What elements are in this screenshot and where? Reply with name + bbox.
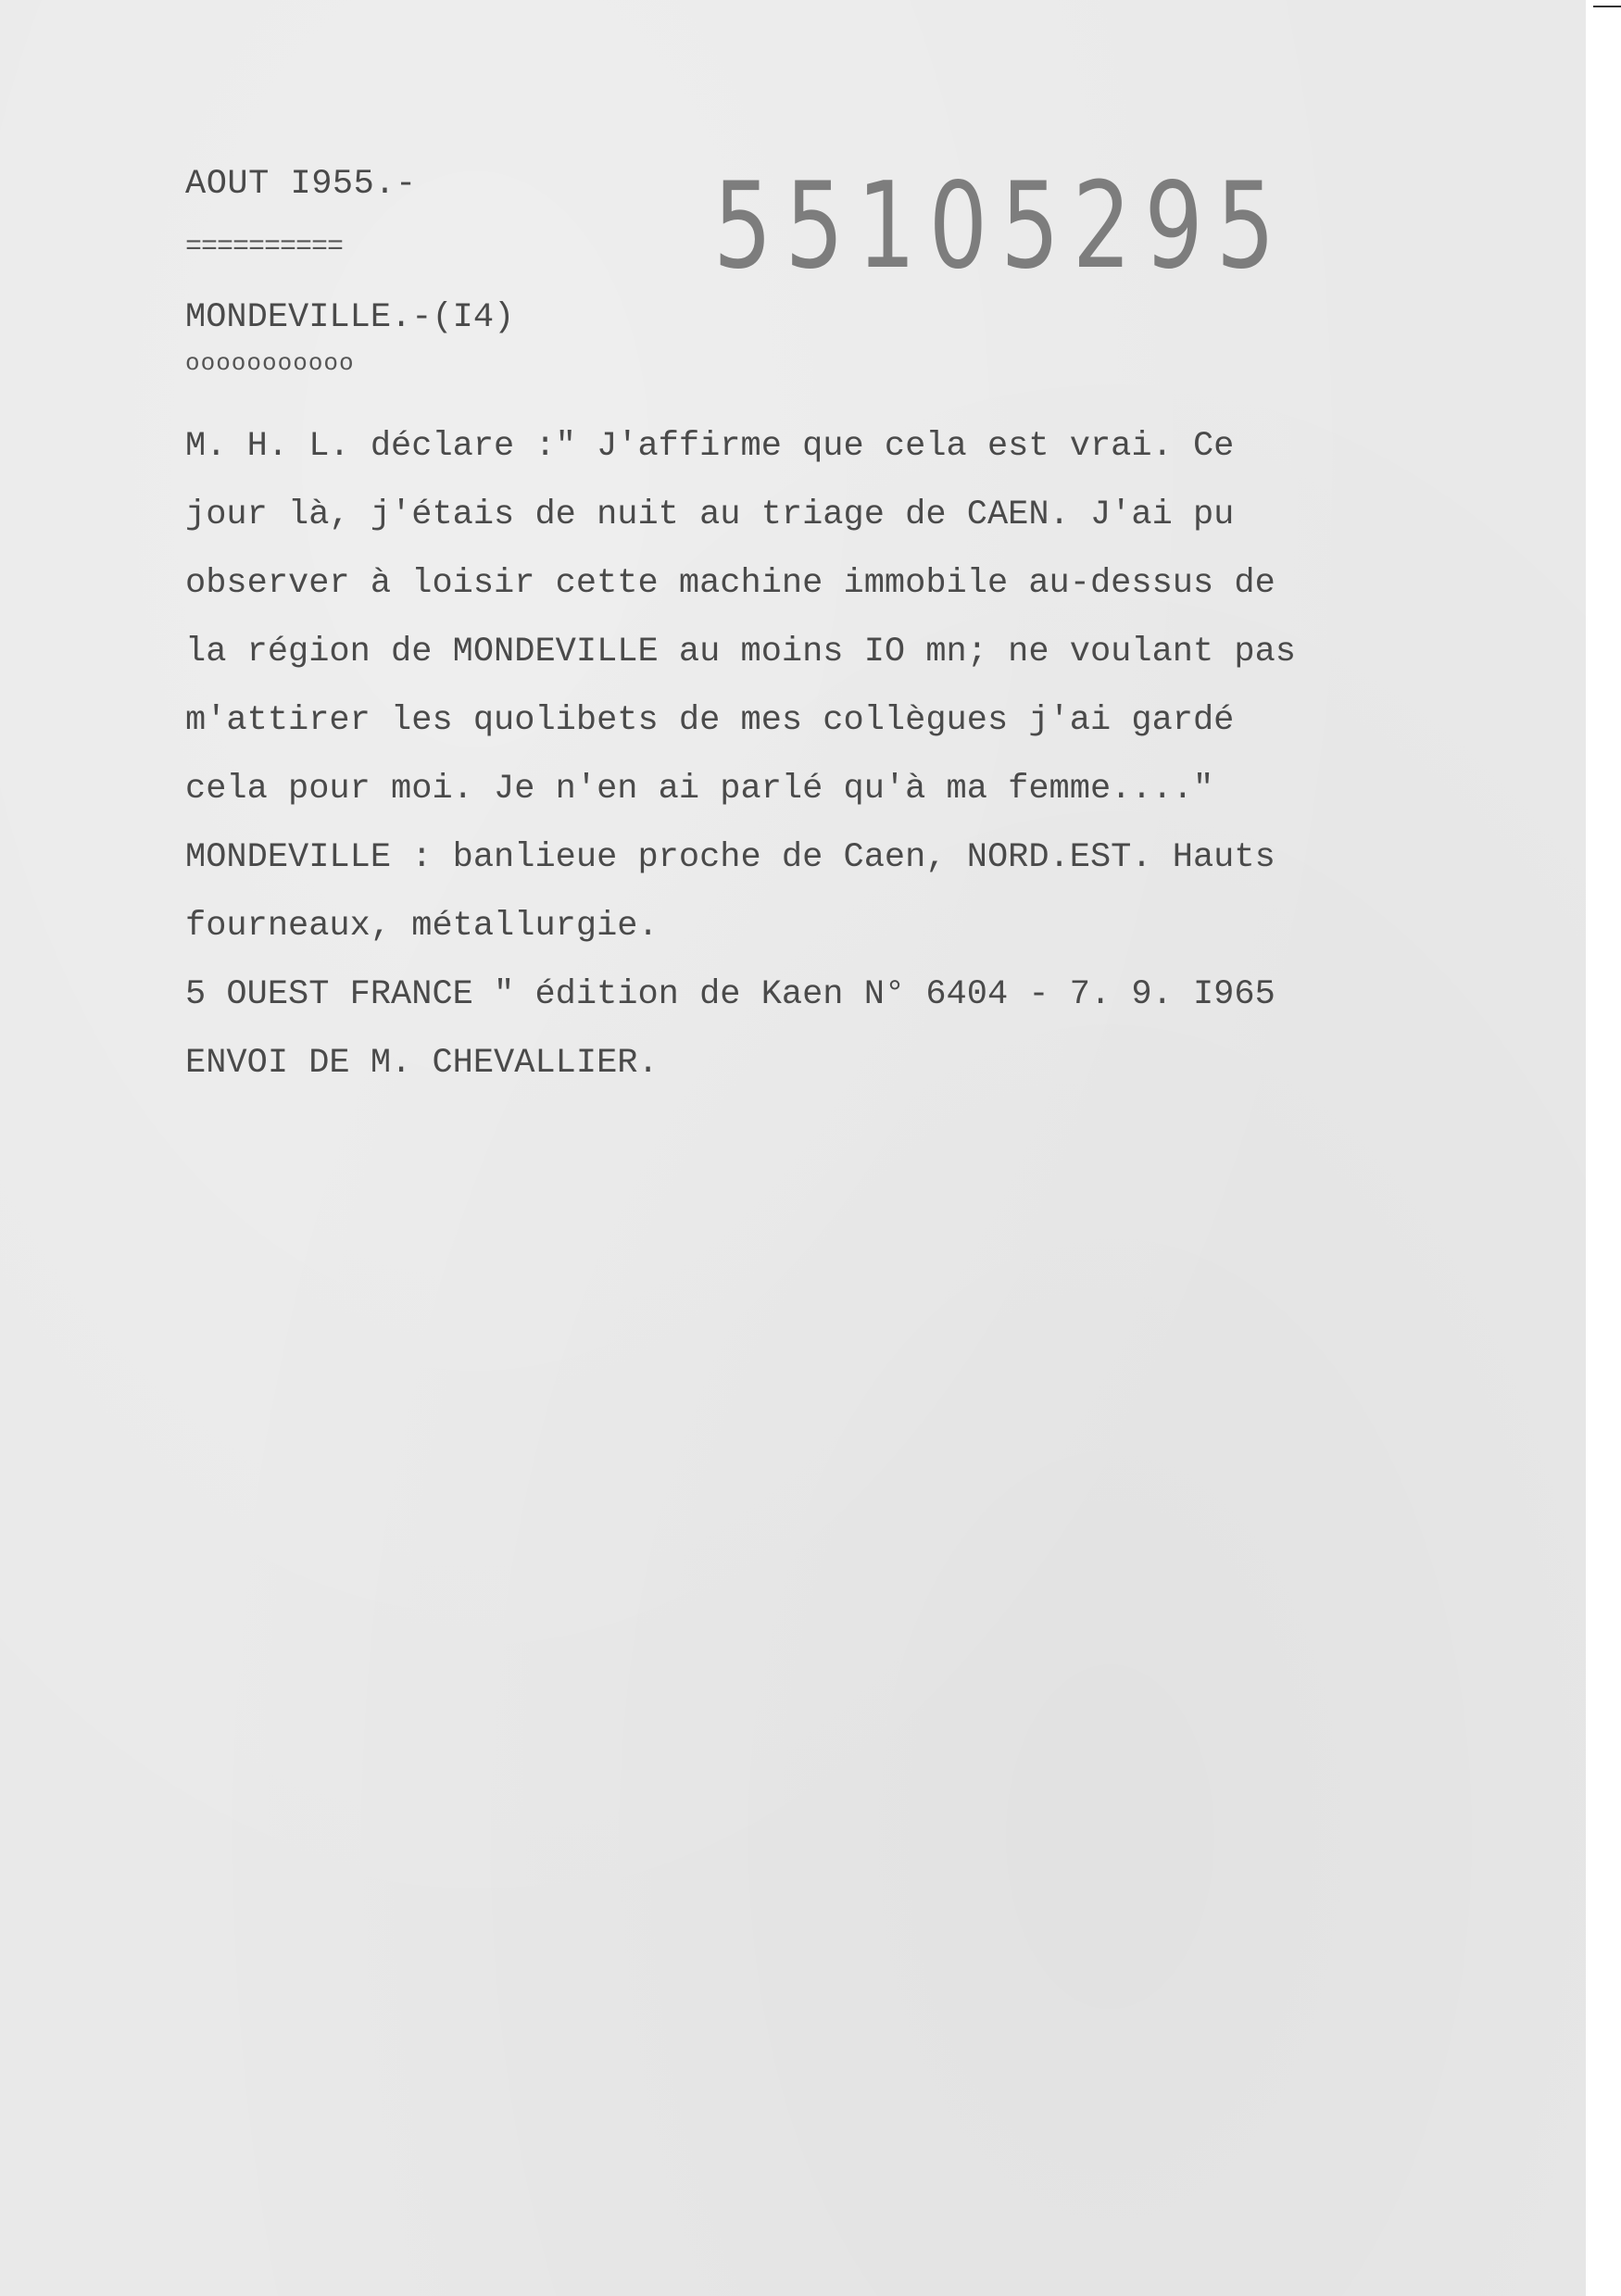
date-heading: AOUT I955.- <box>185 165 417 204</box>
text-line-2: jour là, j'étais de nuit au triage de CAEN. J'ai pu <box>185 496 1235 534</box>
text-line-4: la région de MONDEVILLE au moins IO mn; ne voulant pas <box>185 633 1296 671</box>
text-line-7: MONDEVILLE : banlieue proche de Caen, NORD.EST. Hauts <box>185 838 1275 877</box>
text-line-9: 5 OUEST FRANCE " édition de Kaen N° 6404 - 7. 9. I965 <box>185 975 1275 1014</box>
place-heading: MONDEVILLE.-(I4) <box>185 298 515 337</box>
scan-edge-mark <box>1593 6 1621 7</box>
scan-margin <box>1586 0 1621 2296</box>
text-line-10: ENVOI DE M. CHEVALLIER. <box>185 1044 659 1083</box>
text-line-6: cela pour moi. Je n'en ai parlé qu'à ma femme...." <box>185 770 1214 809</box>
stamped-reference-number: 55105295 <box>713 157 1288 295</box>
text-line-5: m'attirer les quolibets de mes collègues j'ai gardé <box>185 701 1235 740</box>
text-line-1: M. H. L. déclare :" J'affirme que cela est vrai. Ce <box>185 427 1235 466</box>
place-underline-dots: ooooooooooo <box>185 349 355 377</box>
date-underline: ========== <box>185 232 344 263</box>
text-line-3: observer à loisir cette machine immobile au-dessus de <box>185 564 1275 603</box>
text-line-8: fourneaux, métallurgie. <box>185 907 659 946</box>
testimony-text <box>185 412 1501 1098</box>
